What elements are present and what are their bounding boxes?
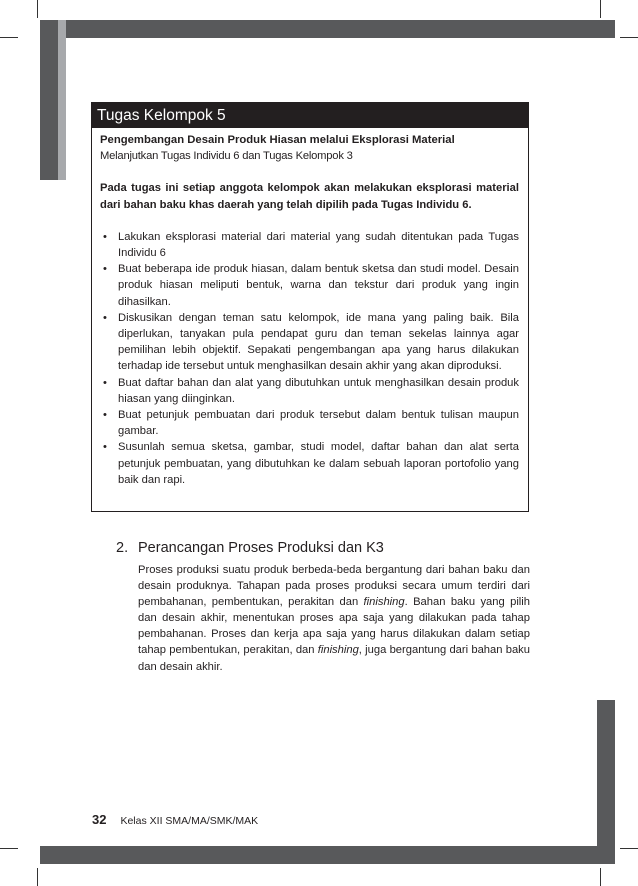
crop-mark-tl-h <box>0 37 18 38</box>
task-box-body <box>92 128 528 488</box>
crop-mark-br-v <box>600 868 601 886</box>
section-title: Perancangan Proses Produksi dan K3 <box>138 540 384 556</box>
bullet: • <box>103 311 107 324</box>
list-item: • Susunlah semua sketsa, gambar, studi model, daftar bahan dan alat serta petunjuk pembuatan, yang dibutuhkan ke dalam sebuah laporan portofolio yang baik dan rapi. <box>100 439 519 488</box>
task-box <box>91 102 529 512</box>
bullet: • <box>103 409 107 422</box>
crop-mark-tr-v <box>600 0 601 18</box>
task-list <box>100 229 519 488</box>
crop-mark-tl-v <box>37 0 38 18</box>
bullet: • <box>103 230 107 243</box>
task-box-subtitle: Melanjutkan Tugas Individu 6 dan Tugas Kelompok 3 <box>100 150 353 163</box>
list-item: • Buat beberapa ide produk hiasan, dalam bentuk sketsa dan studi model. Desain produk hiasan meliputi bentuk, warna dan tekstur dari produk yang ingin dihasilkan. <box>100 261 519 310</box>
frame-right-bar <box>597 700 615 864</box>
task-box-title: Pengembangan Desain Produk Hiasan melalui Eksplorasi Material <box>100 134 455 146</box>
list-item: • Buat petunjuk pembuatan dari produk tersebut dalam bentuk tulisan maupun gambar. <box>100 407 519 439</box>
crop-mark-br-h <box>620 848 638 849</box>
frame-left-accent <box>58 20 66 180</box>
bullet: • <box>103 376 107 389</box>
list-item: • Buat daftar bahan dan alat yang dibutuhkan untuk menghasilkan desain produk hiasan yang diinginkan. <box>100 375 519 407</box>
page-number: 32 <box>92 812 107 827</box>
crop-mark-bl-v <box>37 868 38 886</box>
crop-mark-tr-h <box>620 37 638 38</box>
list-item: • Diskusikan dengan teman satu kelompok, ide mana yang paling baik. Bila diperlukan, tanyakan pula pendapat guru dan teman sekelas lainnya agar pemilihan lebih objektif. Sepakati pengembangan apa yang harus dilakukan terhadap ide tersebut untuk menghasilkan desain akhir yang akan diproduksi. <box>100 310 519 375</box>
page-footer <box>92 812 258 827</box>
task-box-header: Tugas Kelompok 5 <box>92 103 528 128</box>
bullet: • <box>103 441 107 454</box>
section-paragraph: Proses produksi suatu produk berbeda-beda bergantung dari bahan baku dan desain produknya. Tahapan pada proses produksi secara umum terdiri dari pembahanan, pembentukan, perakitan dan finishing. Bahan baku yang pilih dan desain akhir, menentukan proses apa saja yang dilakukan pada tahap pembahanan. Proses dan kerja apa saja yang harus dilakukan dalam setiap tahap pembentukan, perakitan, dan finishing, juga bergantung dari bahan baku dan desain akhir. <box>138 564 530 673</box>
bullet: • <box>103 263 107 276</box>
frame-left-bar <box>40 20 58 180</box>
list-item: • Lakukan eksplorasi material dari material yang sudah ditentukan pada Tugas Individu 6 <box>100 229 519 261</box>
section-number: 2. <box>116 540 129 556</box>
crop-mark-bl-h <box>0 848 18 849</box>
frame-top-bar <box>40 20 615 38</box>
book-label: Kelas XII SMA/MA/SMK/MAK <box>120 815 259 827</box>
frame-bottom-bar <box>40 846 615 864</box>
task-box-intro: Pada tugas ini setiap anggota kelompok akan melakukan eksplorasi material dari bahan baku khas daerah yang telah dipilih pada Tugas Individu 6. <box>100 182 519 211</box>
section-heading <box>116 540 384 556</box>
